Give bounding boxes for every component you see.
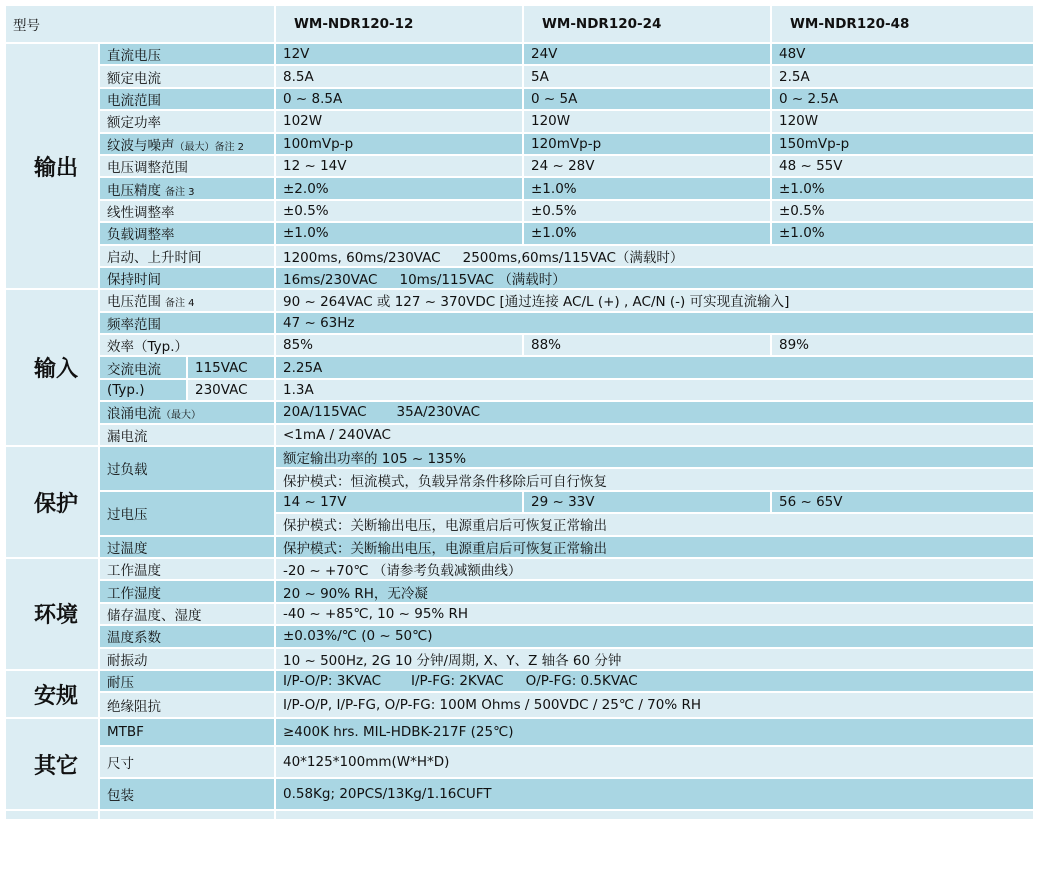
row-voltage-acc [5,177,1034,199]
group-safety: 安规 [5,670,99,718]
note-small: （最大） [161,410,201,422]
cell: 47 ~ 63Hz [275,312,1034,334]
cell: 保护模式：关断输出电压，电源重启后可恢复正常输出 [275,513,1034,535]
cell: 29 ~ 33V [523,491,771,513]
row-work-hum [5,580,1034,602]
cell: ±1.0% [771,222,1034,244]
label: 电流范围 [99,88,275,110]
cell: 102W [275,110,523,132]
row-storage [5,603,1034,625]
label: 额定电流 [99,65,275,87]
cell: 14 ~ 17V [275,491,523,513]
row-startup [5,245,1034,267]
label: 直流电压 [99,43,275,65]
row-inrush [5,401,1034,423]
row-packing [5,778,1034,810]
cell: 40*125*100mm(W*H*D) [275,746,1034,778]
label: 绝缘阻抗 [99,692,275,718]
cell: I/P-O/P, I/P-FG, O/P-FG: 100M Ohms / 500VDC / 25℃ / 70% RH [275,692,1034,718]
cell: 100mVp-p [275,133,523,155]
label [99,289,275,311]
label: 交流电流 [99,356,187,378]
row-efficiency [5,334,1034,356]
cell [275,245,1034,267]
label-text: 纹波与噪声 [107,137,175,154]
row-rated-power [5,110,1034,132]
cell: ±0.5% [275,200,523,222]
label: 过电压 [99,491,275,536]
row-mtbf [5,718,1034,746]
label-text: 电压范围 [107,294,161,311]
value-1: 16ms/230VAC [283,272,378,289]
cell: 0 ~ 8.5A [275,88,523,110]
label: 耐压 [99,670,275,692]
cell: 5A [523,65,771,87]
label: 工作温度 [99,558,275,580]
cell: 48 ~ 55V [771,155,1034,177]
group-input: 输入 [5,289,99,446]
label: 线性调整率 [99,200,275,222]
cell: 56 ~ 65V [771,491,1034,513]
cell: 8.5A [275,65,523,87]
label [99,177,275,199]
cell: 2.25A [275,356,1034,378]
label-text: 电压精度 [107,182,161,199]
note: 备注 2 [214,141,245,153]
cell: ±1.0% [275,222,523,244]
row-leakage [5,424,1034,446]
value-1: 20A/115VAC [283,404,367,421]
cell: 89% [771,334,1034,356]
label: 电压调整范围 [99,155,275,177]
cell: 20 ~ 90% RH，无冷凝 [275,580,1034,602]
row-ac-current-115 [5,356,1034,378]
sub-label: 115VAC [187,356,275,378]
row-hold [5,267,1034,289]
cell: 10 ~ 500Hz, 2G 10 分钟/周期, X、Y、Z 轴各 60 分钟 [275,648,1034,670]
row-line-reg [5,200,1034,222]
label: 额定功率 [99,110,275,132]
note: 备注 3 [165,186,195,198]
cell: 120W [523,110,771,132]
label: 启动、上升时间 [99,245,275,267]
cell: 120mVp-p [523,133,771,155]
cell: ±0.03%/℃ (0 ~ 50℃) [275,625,1034,647]
cell: 保护模式：恒流模式，负载异常条件移除后可自行恢复 [275,468,1034,490]
cell: 90 ~ 264VAC 或 127 ~ 370VDC [通过连接 AC/L (+) , AC/N (-) 可实现直流输入] [275,289,1034,311]
cell: -20 ~ +70℃ （请参考负载减额曲线） [275,558,1034,580]
cell: 保护模式：关断输出电压，电源重启后可恢复正常输出 [275,536,1034,558]
cell: ±1.0% [523,222,771,244]
cell [275,267,1034,289]
model-12: WM-NDR120-12 [275,5,523,43]
label [99,401,275,423]
model-label: 型号 [5,5,275,43]
edge-cell [5,810,99,820]
spec-table [4,4,1035,821]
row-ac-current-230 [5,379,1034,401]
cell: ±0.5% [771,200,1034,222]
cell: ±2.0% [275,177,523,199]
cell: 88% [523,334,771,356]
cell: 24 ~ 28V [523,155,771,177]
value-2: I/P-FG: 2KVAC [411,673,504,690]
row-overtemp [5,536,1034,558]
model-24: WM-NDR120-24 [523,5,771,43]
cell: 120W [771,110,1034,132]
row-temp-coef [5,625,1034,647]
label: 储存温度、湿度 [99,603,275,625]
sub-label: 230VAC [187,379,275,401]
group-environment: 环境 [5,558,99,670]
group-protection: 保护 [5,446,99,558]
row-isolation [5,692,1034,718]
row-freq-range [5,312,1034,334]
row-dc-voltage [5,43,1034,65]
label: 尺寸 [99,746,275,778]
model-48: WM-NDR120-48 [771,5,1034,43]
header-row [5,5,1034,43]
cell: 1.3A [275,379,1034,401]
label: 温度系数 [99,625,275,647]
label: 工作湿度 [99,580,275,602]
label: 漏电流 [99,424,275,446]
cell: 24V [523,43,771,65]
cell: 0.58Kg; 20PCS/13Kg/1.16CUFT [275,778,1034,810]
label [99,133,275,155]
note-small: （最大） [174,141,215,153]
value-3: O/P-FG: 0.5KVAC [525,673,638,690]
label: 过温度 [99,536,275,558]
cell: 85% [275,334,523,356]
note: 备注 4 [165,298,195,310]
label: MTBF [99,718,275,746]
cell [275,401,1034,423]
cell: ±0.5% [523,200,771,222]
cell: 150mVp-p [771,133,1034,155]
cell: 12 ~ 14V [275,155,523,177]
edge-cell [275,810,1034,820]
cell: 48V [771,43,1034,65]
row-withstand [5,670,1034,692]
label: 保持时间 [99,267,275,289]
label: 负载调整率 [99,222,275,244]
row-ripple [5,133,1034,155]
value-2: 10ms/115VAC （满载时） [399,272,566,289]
row-bottom-edge [5,810,1034,820]
cell: <1mA / 240VAC [275,424,1034,446]
label: 包装 [99,778,275,810]
group-others: 其它 [5,718,99,810]
cell: ≥400K hrs. MIL-HDBK-217F (25℃) [275,718,1034,746]
row-voltage-adj [5,155,1034,177]
cell: ±1.0% [771,177,1034,199]
cell: -40 ~ +85℃, 10 ~ 95% RH [275,603,1034,625]
value-1: 1200ms, 60ms/230VAC [283,249,441,266]
row-input-voltage [5,289,1034,311]
label: 频率范围 [99,312,275,334]
value-2: 2500ms,60ms/115VAC（满载时） [462,249,684,266]
value-2: 35A/230VAC [396,404,481,421]
row-current-range [5,88,1034,110]
cell: 2.5A [771,65,1034,87]
row-rated-current [5,65,1034,87]
row-size [5,746,1034,778]
label: 效率（Typ.） [99,334,275,356]
row-overvoltage-1 [5,491,1034,513]
row-work-temp [5,558,1034,580]
label: 耐振动 [99,648,275,670]
row-load-reg [5,222,1034,244]
cell: 0 ~ 2.5A [771,88,1034,110]
edge-cell [99,810,275,820]
row-overload-1 [5,446,1034,468]
cell: 12V [275,43,523,65]
cell: ±1.0% [523,177,771,199]
label: 过负载 [99,446,275,491]
group-output: 输出 [5,43,99,289]
cell: 额定输出功率的 105 ~ 135% [275,446,1034,468]
cell [275,670,1034,692]
label: (Typ.) [99,379,187,401]
label-text: 浪涌电流 [107,406,161,423]
cell: 0 ~ 5A [523,88,771,110]
value-1: I/P-O/P: 3KVAC [283,673,382,690]
row-vibration [5,648,1034,670]
